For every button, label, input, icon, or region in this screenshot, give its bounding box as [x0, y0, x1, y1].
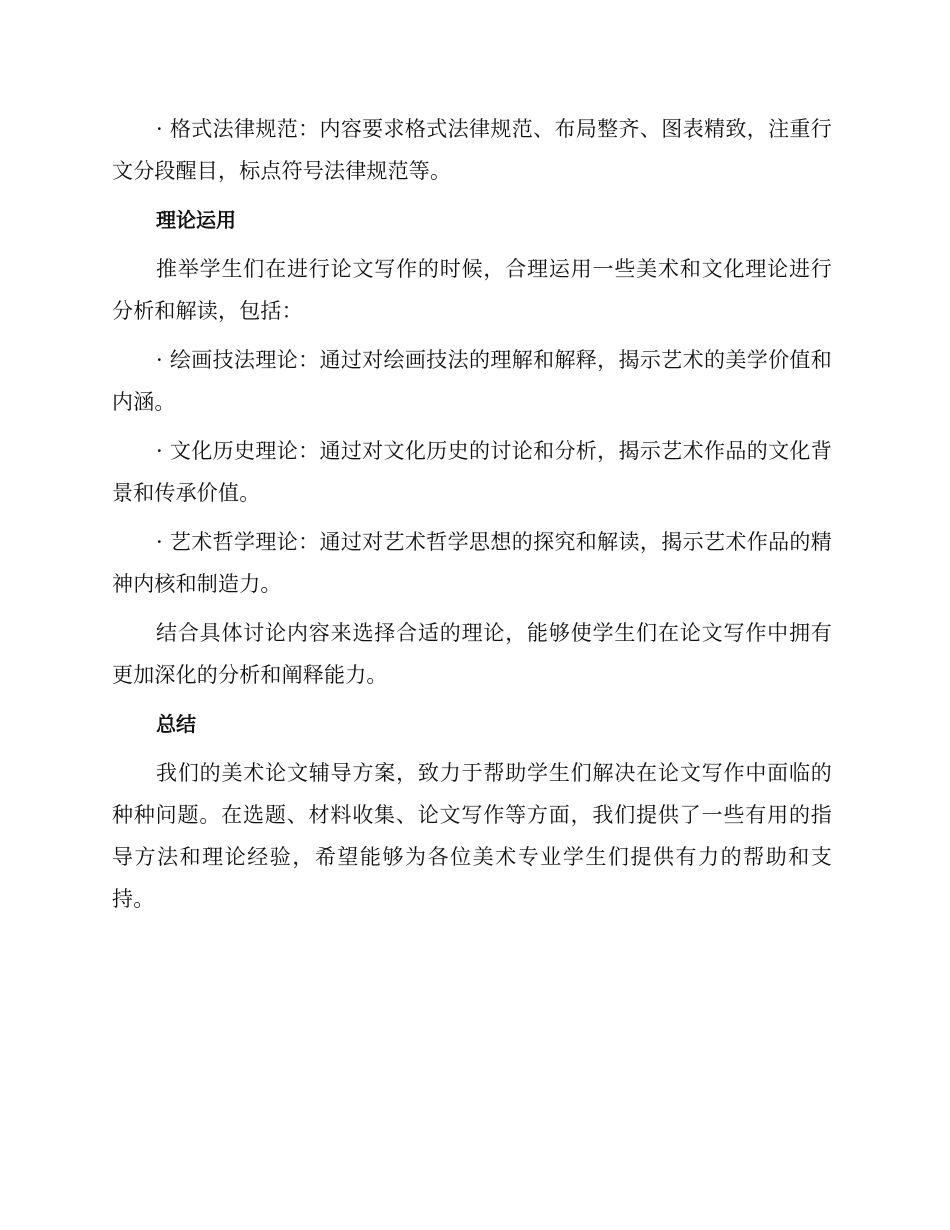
bullet-painting-technique-theory: · 绘画技法理论：通过对绘画技法的理解和解释，揭示艺术的美学价值和内涵。	[112, 348, 832, 414]
bullet-format-standards: · 格式法律规范：内容要求格式法律规范、布局整齐、图表精致，注重行文分段醒目，标点符号法律规范等。	[112, 117, 832, 183]
document-page	[112, 108, 832, 927]
paragraph-theory-selection: 结合具体讨论内容来选择合适的理论，能够使学生们在论文写作中拥有更加深化的分析和阐释能力。	[112, 621, 832, 687]
paragraph-summary: 我们的美术论文辅导方案，致力于帮助学生们解决在论文写作中面临的种种问题。在选题、材料收集、论文写作等方面，我们提供了一些有用的指导方法和理论经验，希望能够为各位美术专业学生们提供有力的帮助和支持。	[112, 761, 832, 911]
heading-summary: 总结	[156, 712, 196, 736]
bullet-art-philosophy-theory: · 艺术哲学理论：通过对艺术哲学思想的探究和解读，揭示艺术作品的精神内核和制造力。	[112, 530, 832, 596]
paragraph-theory-intro: 推举学生们在进行论文写作的时候，合理运用一些美术和文化理论进行分析和解读，包括：	[112, 257, 832, 323]
bullet-cultural-history-theory: · 文化历史理论：通过对文化历史的讨论和分析，揭示艺术作品的文化背景和传承价值。	[112, 439, 832, 505]
heading-theory-application: 理论运用	[156, 208, 236, 232]
